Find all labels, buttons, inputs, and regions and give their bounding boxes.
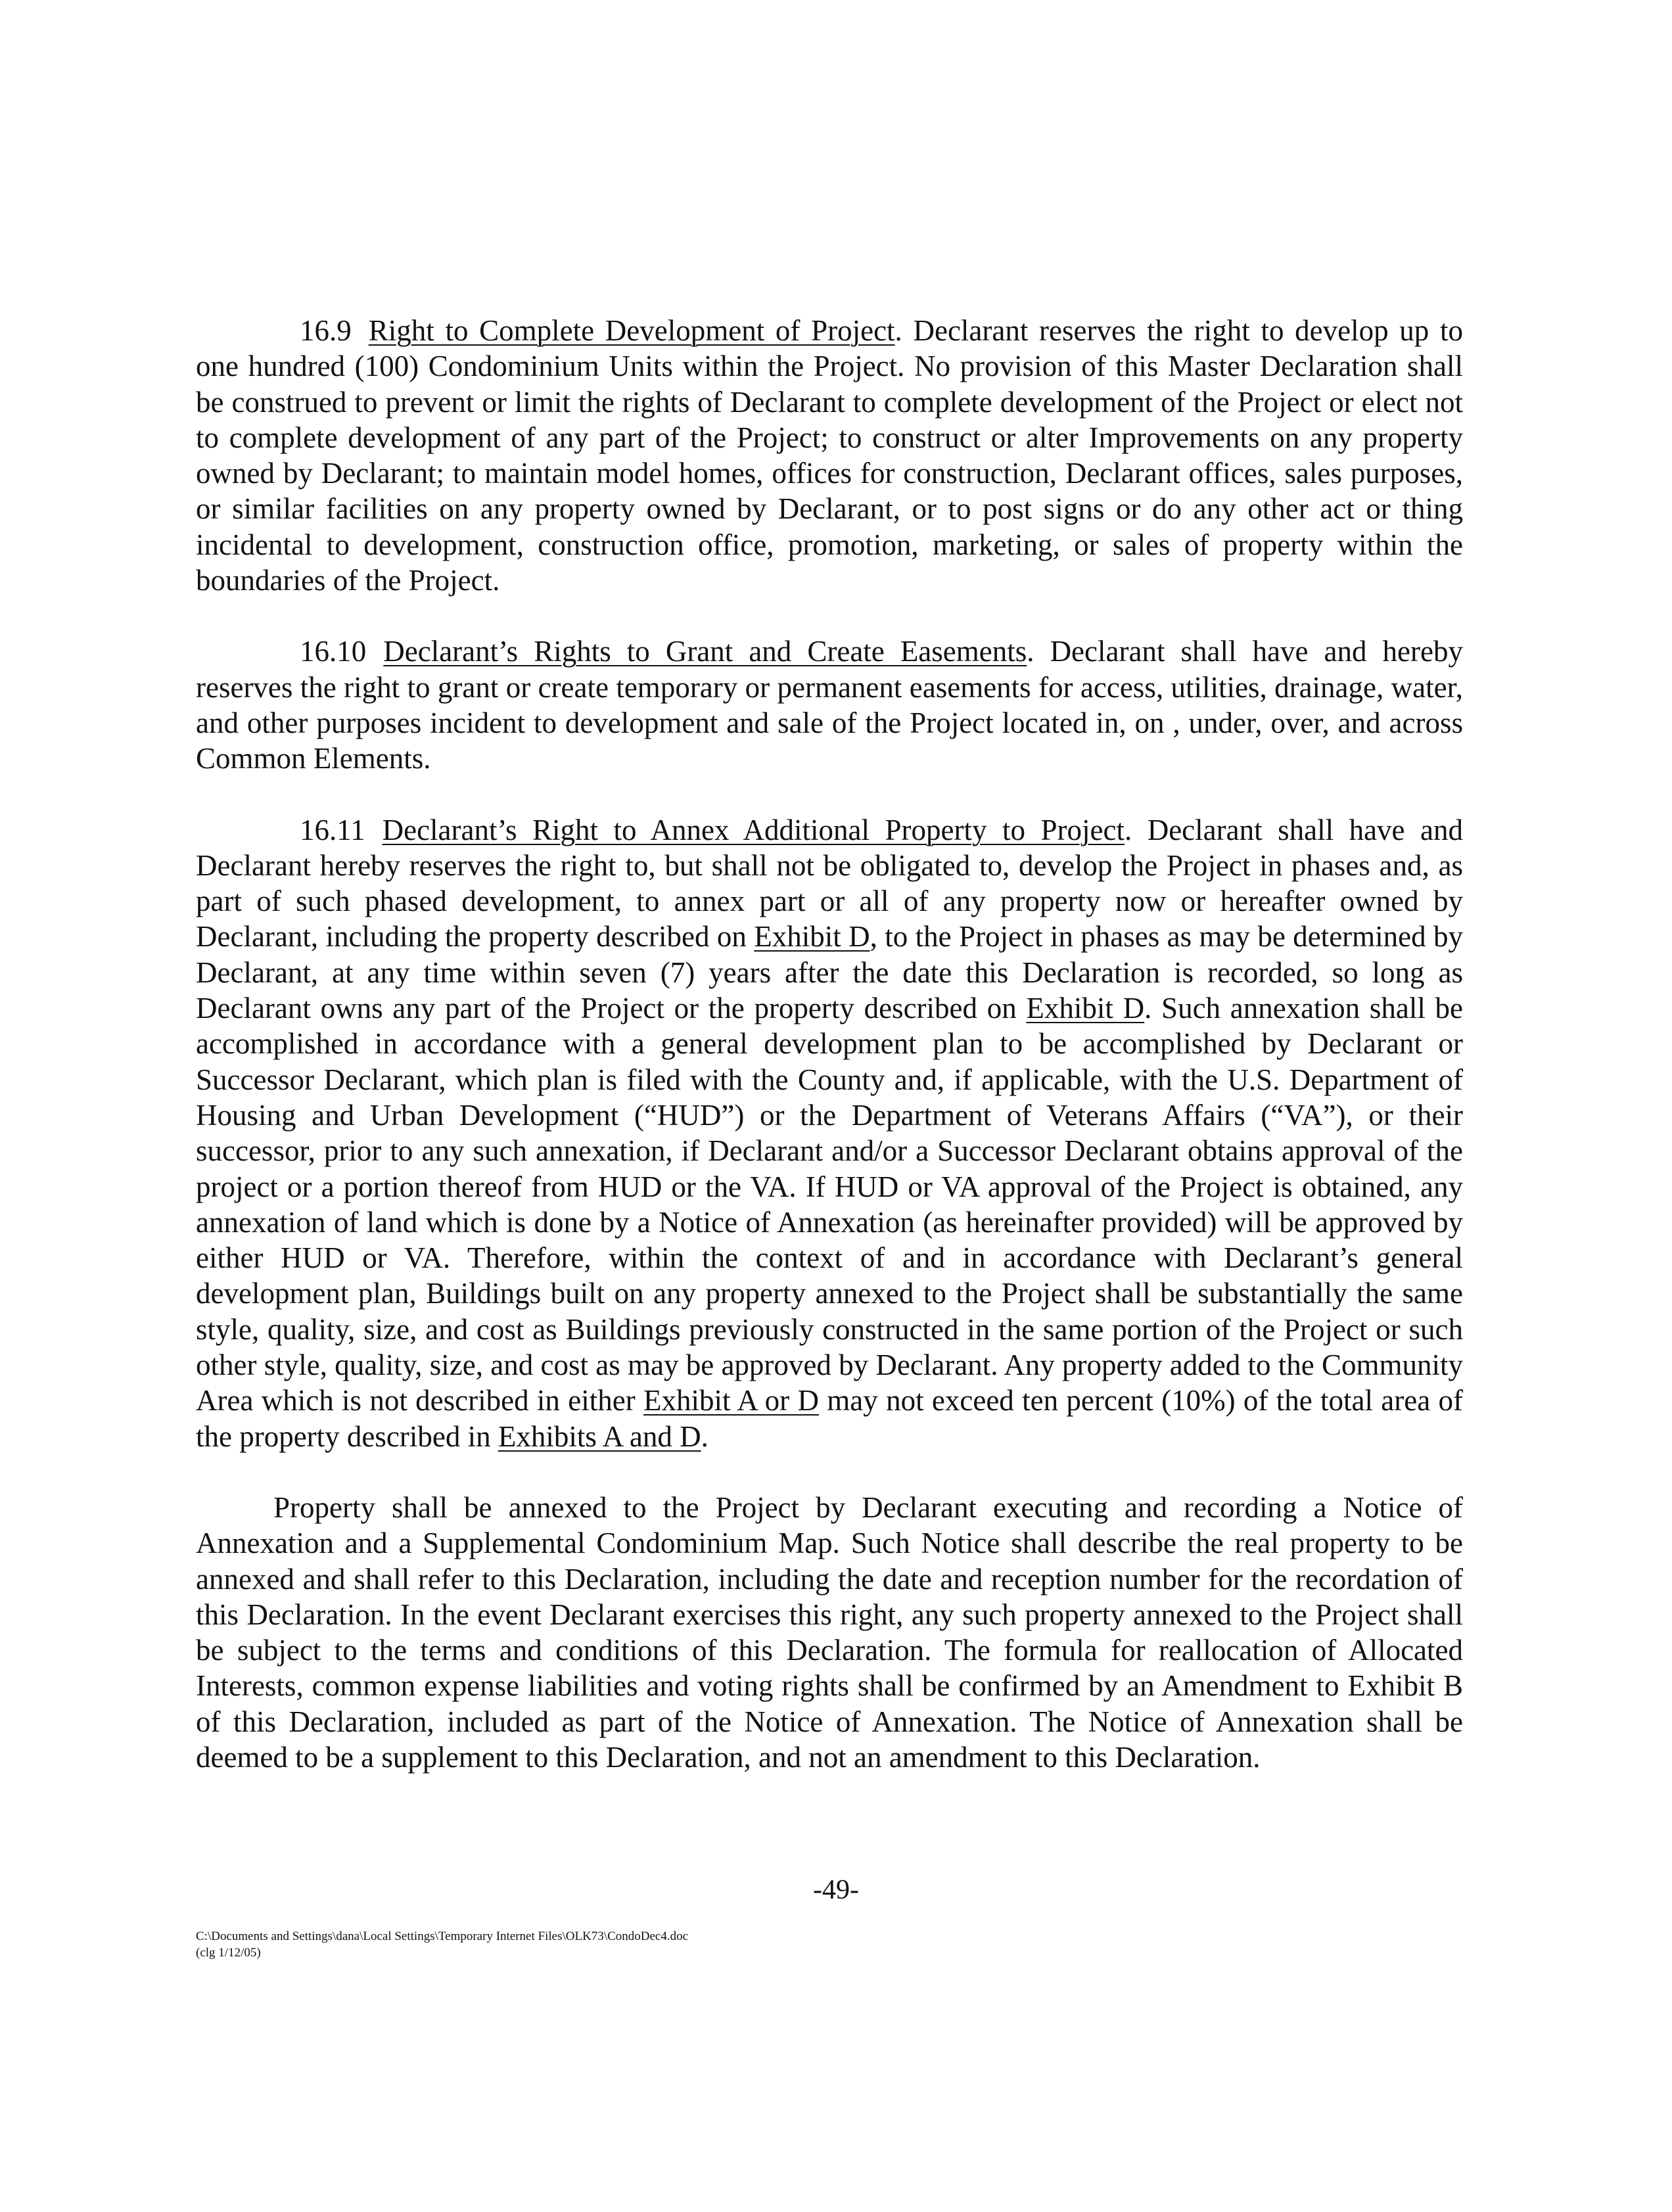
paragraph-gap — [196, 598, 1463, 634]
exhibit-reference: Exhibit D — [1026, 992, 1145, 1025]
section-16-11 — [196, 812, 1463, 1454]
section-heading: Declarant’s Rights to Grant and Create Easements — [383, 635, 1027, 668]
section-body: may not exceed ten percent (10%) of the total area of the property described in — [196, 1384, 1463, 1453]
exhibit-reference: Exhibit D — [754, 920, 870, 954]
section-heading: Declarant’s Right to Annex Additional Property to Project — [382, 813, 1125, 846]
section-body: . Declarant reserves the right to develop up to one hundred (100) Condominium Units within the Project. No provision of this Master Declaration shall be construed to prevent or limit the rights of Declarant to complete development of the Project or elect not to complete development of any part of the Project; to construct or alter Improvements on any property owned by Declarant; to maintain model homes, offices for construction, Declarant offices, sales purposes, or similar facilities on any property owned by Declarant, or to post signs or do any other act or thing incidental to development, construction office, promotion, marketing, or sales of property within the boundaries of the Project. — [196, 314, 1463, 597]
section-body: . Declarant shall have and hereby reserves the right to grant or create temporary or permanent easements for access, utilities, drainage, water, and other purposes incident to development and sale of the Project located in, on , under, over, and across Common Elements. — [196, 635, 1463, 775]
exhibit-reference: Exhibits A and D — [498, 1419, 701, 1453]
document-footer — [196, 1928, 688, 1961]
section-number: 16.11 — [300, 813, 365, 846]
paragraph-gap — [196, 777, 1463, 812]
section-16-10 — [196, 634, 1463, 776]
footer-file-path: C:\Documents and Settings\dana\Local Settings\Temporary Internet Files\OLK73\CondoDec4.doc — [196, 1929, 689, 1943]
section-16-9 — [196, 313, 1463, 598]
closing-paragraph: Property shall be annexed to the Project by Declarant executing and recording a Notice of Annexation and a Supplemental Condominium Map. Such Notice shall describe the real property to be annexed and shall refer to this Declaration, including the date and reception number for the recordation of this Declaration. In the event Declarant exercises this right, any such property annexed to the Project shall be subject to the terms and conditions of this Declaration. The formula for reallocation of Allocated Interests, common expense liabilities and voting rights shall be confirmed by an Amendment to Exhibit B of this Declaration, included as part of the Notice of Annexation. The Notice of Annexation shall be deemed to be a supplement to this Declaration, and not an amendment to this Declaration. — [196, 1490, 1463, 1774]
section-number: 16.10 — [300, 635, 367, 668]
section-body: . — [701, 1419, 708, 1453]
section-heading: Right to Complete Development of Project — [368, 314, 895, 347]
document-page — [196, 313, 1463, 1775]
section-number: 16.9 — [300, 314, 352, 347]
exhibit-reference: Exhibit A or D — [643, 1384, 819, 1417]
section-body: , to the Project in phases as may be determined by Declarant, at any time within seven (7) years after the date this Declaration is recorded, so long as Declarant owns any part of the Project or the property described on — [196, 920, 1464, 1025]
paragraph-gap — [196, 1454, 1463, 1490]
footer-revision: (clg 1/12/05) — [196, 1946, 261, 1960]
section-body: . Such annexation shall be accomplished in accordance with a general development plan to be accomplished by Declarant or Successor Declarant, which plan is filed with the County and, if applicable, with the U.S. Department of Housing and Urban Development (“HUD”) or the Department of Veterans Affairs (“VA”), or their successor, prior to any such annexation, if Declarant and/or a Successor Declarant obtains approval of the project or a portion thereof from HUD or the VA. If HUD or VA approval of the Project is obtained, any annexation of land which is done by a Notice of Annexation (as hereinafter provided) will be approved by either HUD or VA. Therefore, within the context of and in accordance with Declarant’s general development plan, Buildings built on any property annexed to the Project shall be substantially the same style, quality, size, and cost as Buildings previously constructed in the same portion of the Project or such other style, quality, size, and cost as may be approved by Declarant. Any property added to the Community Area which is not described in either — [196, 992, 1464, 1417]
section-body: . Declarant shall have and Declarant hereby reserves the right to, but shall not be obligated to, develop the Project in phases and, as part of such phased development, to annex part or all of any property now or hereafter owned by Declarant, including the property described on — [196, 813, 1463, 954]
page-number: -49- — [813, 1875, 859, 1905]
